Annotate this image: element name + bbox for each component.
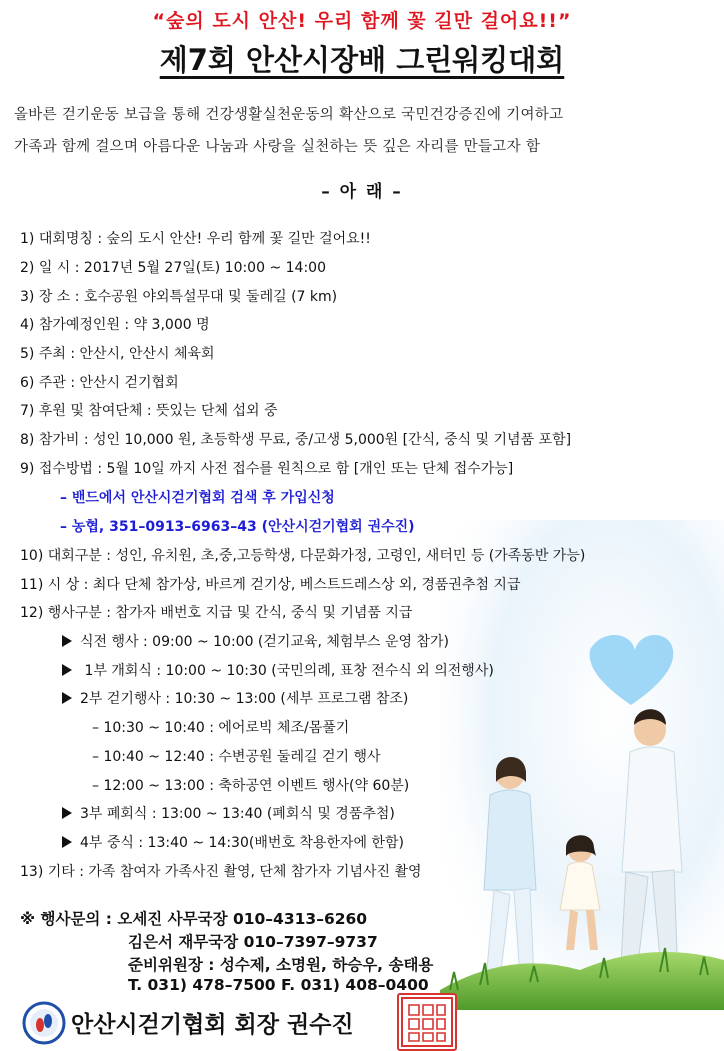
intro-line-1: 올바른 걷기운동 보급을 통해 건강생활실천운동의 확산으로 국민건강증진에 기여하고	[14, 107, 564, 123]
contact-line-4: T. 031) 478–7500 F. 031) 408–0400	[128, 976, 429, 994]
item-8: 8) 참가비 : 성인 10,000 원, 초등학생 무료, 중/고생 5,000원 [간식, 중식 및 기념품 포함]	[20, 432, 572, 448]
item-5: 5) 주최 : 안산시, 안산시 체육회	[20, 346, 215, 362]
triangle-bullet-icon	[62, 664, 72, 676]
schedule-part-4	[62, 832, 404, 852]
item-10: 10) 대회구분 : 성인, 유치원, 초,중,고등학생, 다문화가정, 고령인, 새터민 등 (가족동반 가능)	[20, 548, 586, 564]
slogan: “숲의 도시 안산! 우리 함께 꽃 길만 걸어요!!”	[152, 10, 572, 32]
schedule-opening	[62, 631, 449, 651]
contact-line-3: 준비위원장 : 성수제, 소명원, 하승우, 송태용	[128, 956, 434, 974]
item-3: 3) 장 소 : 호수공원 야외특설무대 및 둘레길 (7 km)	[20, 289, 338, 305]
triangle-bullet-icon	[62, 807, 72, 819]
schedule-part-1-text: 1부 개회식 : 10:00 ~ 10:30 (국민의례, 표창 전수식 외 의전행사)	[80, 663, 494, 679]
item-12: 12) 행사구분 : 참가자 배번호 지급 및 간식, 중식 및 기념품 지급	[20, 605, 413, 621]
schedule-part-4-text: 4부 중식 : 13:40 ~ 14:30(배번호 착용한자에 한함)	[80, 835, 404, 851]
item-2: 2) 일 시 : 2017년 5월 27일(토) 10:00 ~ 14:00	[20, 260, 326, 276]
triangle-bullet-icon	[62, 836, 72, 848]
section-heading: – 아 래 –	[321, 182, 403, 202]
intro-line-2: 가족과 함께 걸으며 아름다운 나눔과 사랑을 실천하는 뜻 깊은 자리를 만들고자 함	[14, 139, 541, 155]
schedule-part-1	[62, 660, 494, 680]
item-4: 4) 참가예정인원 : 약 3,000 명	[20, 317, 210, 333]
item-7: 7) 후원 및 참여단체 : 뜻있는 단체 섭외 중	[20, 403, 278, 419]
item-13: 13) 기타 : 가족 참여자 가족사진 촬영, 단체 참가자 기념사진 촬영	[20, 864, 422, 880]
schedule-part-3	[62, 803, 395, 823]
page-title-text: 제7회 안산시장배 그린워킹대회	[159, 43, 565, 77]
schedule-part-2-text: 2부 걷기행사 : 10:30 ~ 13:00 (세부 프로그램 참조)	[80, 691, 409, 707]
triangle-bullet-icon	[62, 692, 72, 704]
schedule-part-2	[62, 688, 408, 708]
official-seal	[397, 993, 457, 1051]
page-title	[0, 38, 724, 79]
item-11: 11) 시 상 : 최다 단체 참가상, 바르게 걷기상, 베스트드레스상 외, 경품권추첨 지급	[20, 577, 521, 593]
item-6: 6) 주관 : 안산시 걷기협회	[20, 375, 179, 391]
schedule-part-3-text: 3부 폐회식 : 13:00 ~ 13:40 (폐회식 및 경품추첨)	[80, 806, 395, 822]
item-9: 9) 접수방법 : 5월 10일 까지 사전 접수를 원칙으로 함 [개인 또는 단체 접수가능]	[20, 461, 514, 477]
item-1: 1) 대회명칭 : 숲의 도시 안산! 우리 함께 꽃 길만 걸어요!!	[20, 231, 371, 247]
footer-signature: 안산시걷기협회 회장 권수진	[71, 1012, 354, 1038]
program-1: – 10:30 ~ 10:40 : 에어로빅 체조/몸풀기	[92, 720, 350, 736]
triangle-bullet-icon	[62, 635, 72, 647]
association-logo-icon	[22, 1001, 66, 1045]
registration-note-band: – 밴드에서 안산시걷기협회 검색 후 가입신청	[60, 490, 335, 506]
contact-line-2: 김은서 재무국장 010–7397–9737	[128, 933, 378, 951]
program-2: – 10:40 ~ 12:40 : 수변공원 둘레길 걷기 행사	[92, 749, 381, 765]
schedule-opening-text: 식전 행사 : 09:00 ~ 10:00 (걷기교육, 체험부스 운영 참가)	[80, 634, 449, 650]
contact-line-1: ※ 행사문의 : 오세진 사무국장 010–4313–6260	[20, 910, 368, 928]
registration-note-account: – 농협, 351–0913–6963–43 (안산시걷기협회 권수진)	[60, 519, 415, 535]
program-3: – 12:00 ~ 13:00 : 축하공연 이벤트 행사(약 60분)	[92, 778, 410, 794]
